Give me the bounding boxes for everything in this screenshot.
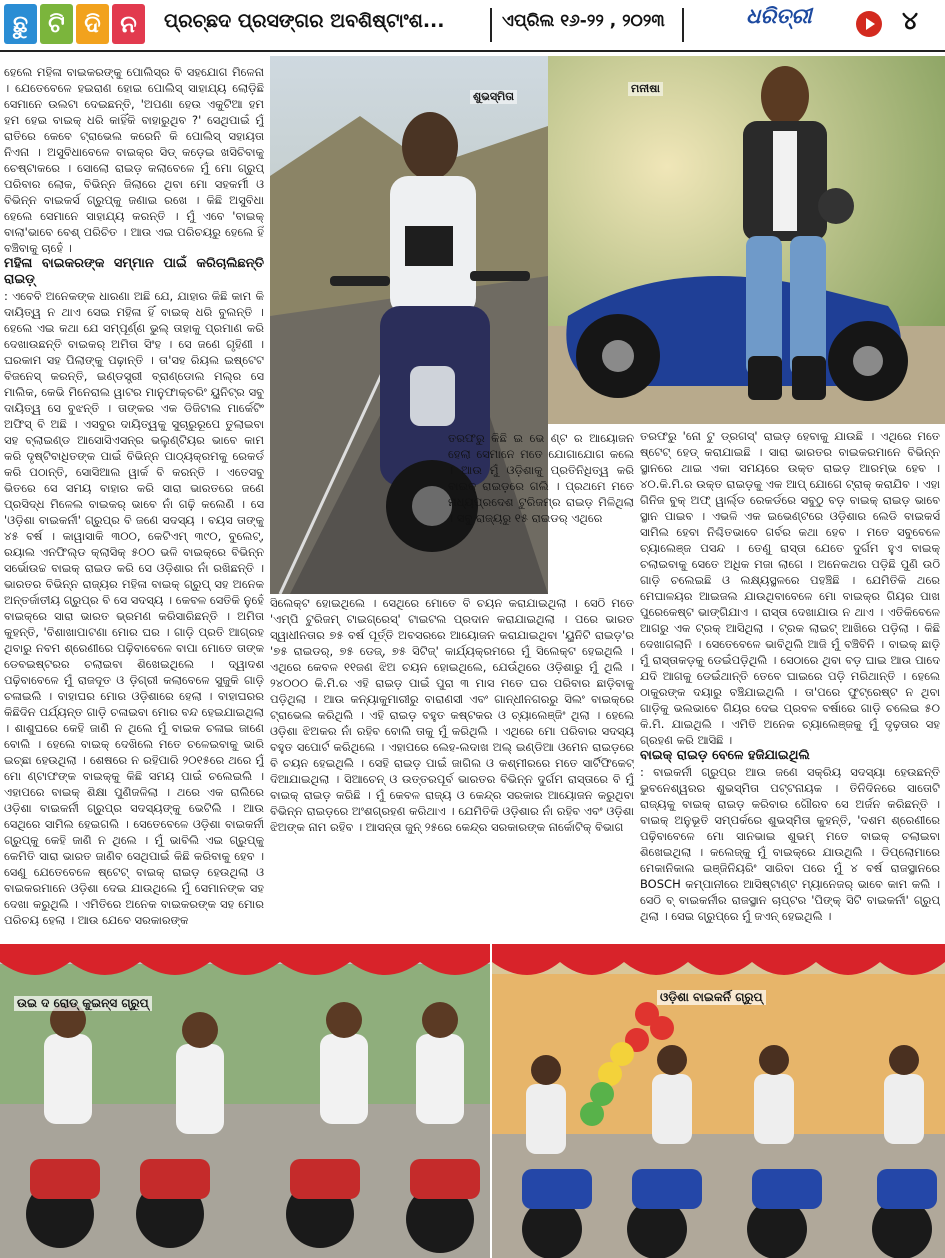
- play-icon: [856, 11, 882, 37]
- article-paragraph: ସିଲେକ୍ଟ ହୋଇଥିଲେ । ସେଥିରେ ମୋତେ ବି ଚୟନ କରାଯାଇଥିଲା । ସେଠି ମତେ 'ଏମ୍ପି ଟୁରିଜମ୍ ଟାଇଗ୍ରେସ୍' ଟାଇଟଲ ପ୍ରଦାନ କରାଯାଇଥିଲା । ପରେ ଭାରତ ସ୍ୱାଧୀନତାର ୭୫ ବର୍ଷ ପୂର୍ତ୍ତି ଅବସରରେ ଆୟୋଜନ କରାଯାଇଥିବା 'ୟୁନିଟି ରାଇଡ଼'ର '୭୫ ରାଇଡର୍, ୭୫ ଡେଜ୍, ୭୫ ସିଟିଜ୍' କାର୍ଯ୍ୟକ୍ରମରେ ମୁଁ ସିଲେକ୍ଟ ହେଇଥିଲି । ଏଥିରେ କେବଳ ୧୧ଜଣ ଝିଅ ଚୟନ ହୋଇଥିଲେ, ଯେଉଁଥିରେ ଓଡ଼ିଶାରୁ ମୁଁ ଥିଲି । ୨୪୦୦୦ କି.ମି.ର ଏହି ରାଇଡ଼ ପାଇଁ ପୁରା ୩ ମାସ ମତେ ଘର ପରିବାର ଛାଡ଼ିବାକୁ ପଡ଼ିଥିଲା । ଆଉ କନ୍ୟାକୁମାରୀରୁ ବାରାଣସୀ ଏବଂ ଗାନ୍ଧୀନଗରରୁ ସିଲଂ ବାଇକ୍ରେ ଟ୍ରାଭେଲ କରିଥିଲି । ଏହି ରାଇଡ଼ ବହୁତ କଷ୍ଟକର ଓ ଚ୍ୟାଲେଞ୍ଜିଂ ଥିଲା । ହେଲେ ଓଡ଼ିଶା ଝିଅକର ନାଁ ରହିବ ବୋଲି ତାକୁ ମୁଁ କରିଥିଲି । ଏଥିରେ ମୋ ପରିବାର ସଦସ୍ୟ ବହୁତ ସପୋର୍ଟ କରିଥିଲେ । ଏହାପରେ ଲେହ-ଲଦାଖ ଅଲ୍ ଇଣ୍ଡିଆ ଓମେନ ରାଇଡ଼ରେ ବି ଚୟନ ହେଇଥିଲି । ସେହି ରାଇଡ଼ ପାଇଁ ଜାଗିଲ ଓ କଶ୍ମୀରରେ ମତେ ସାର୍ଟିଫିକେଟ୍ ଦିଆଯାଇଥିଲା । ସିଆଚେନ୍ ଓ ଉତ୍ତରପୂର୍ବ ଭାରତର ବିଭିନ୍ନ ଦୁର୍ଗମ ରାସ୍ତାରେ ବି ମୁଁ ବାଇକ୍ ରାଇଡ଼ କରିଛି । ମୁଁ କେବଳ ରାଜ୍ୟ ଓ କେନ୍ଦ୍ର ସରକାର ଆୟୋଜନ କରୁଥିବା ବିଭିନ୍ନ ରାଇଡ଼ରେ ଅଂଶଗ୍ରହଣ କରିଥାଏ । ଯେମିତିକି ଓଡ଼ିଶାର ନାଁ ରହିବ ଏବଂ ଓଡ଼ିଶା ଝିଅଙ୍କ ନାମ ରହିବ । ଆସନ୍ତା ଜୁନ୍ ୨୫ରେ କେନ୍ଦ୍ର ସରକାରଙ୍କ ନାର୍କୋଟିକ୍ ବିଭାଗ: [270, 596, 634, 834]
- brand-letter-4: ନ: [112, 4, 145, 44]
- photo-caption: ଉଇ ଦ ରୋଡ୍ କୁଇନ୍ସ ଗ୍ରୁପ୍: [14, 996, 152, 1011]
- section-subhead: ମହିଳା ବାଇକରଙ୍କ ସମ୍ମାନ ପାଇଁ କରିଚାଲିଛନ୍ତି ରାଇଡ଼୍: [4, 256, 264, 287]
- section-brand: [4, 4, 145, 44]
- photo-caption: ଓଡ଼ିଶା ବାଇକର୍ନି ଗ୍ରୁପ୍: [657, 990, 766, 1005]
- article-paragraph: : ବାଇକର୍ନୀ ଗ୍ରୁପ୍ର ଆଉ ଜଣେ ସକ୍ରିୟ ସଦସ୍ୟା ହେଉଛନ୍ତି ଭୁବନେଶ୍ୱରର ଶୁଭସ୍ମିତା ପଟ୍ଟନାୟକ । ତିନିଦିନରେ ସାତୋଟି ରାଜ୍ୟକୁ ବାଇକ୍ ରାଇଡ଼ କରିବାର ଗୌରବ ସେ ଅର୍ଜନ କରିଛନ୍ତି । ବାଇକ୍ ଅନୁଭୂତି ସମ୍ପର୍କରେ ଶୁଭସ୍ମିତା କୁହନ୍ତି, 'ଦଶମ ଶ୍ରେଣୀରେ ପଢ଼ିବାବେଳେ ମୋ ସାନଭାଇ ଶୁଭମ୍ ମତେ ବାଇକ୍ ଚଲାଇବା ଶିଖେଇଥିଲା । କଲେଜ୍କୁ ମୁଁ ବାଇକ୍ରେ ଯାଉଥିଲି । ଡିପ୍ଲୋମାରେ ମେକାନିକାଲ ଇଞ୍ଜିନିୟରିଂ ସାରିବା ପରେ ମୁଁ ୪ ବର୍ଷ ରାଜସ୍ଥାନରେ BOSCH କମ୍ପାନୀରେ ଆସିଷ୍ଟାଣ୍ଟ ମ୍ୟାନେଜର୍ ଭାବେ କାମ କଲି । ସେଠି ବ୍ ବାଇକର୍ନୀର ରାଜସ୍ଥାନ ଚାପ୍ଟର 'ପିଙ୍କ୍ ସିଟି ବାଇକର୍ନୀ' ଗ୍ରୁପ୍ ଥିଲା । ସେଇ ଗ୍ରୁପ୍ରେ ମୁଁ ଜଏନ୍ ହେଇଥିଲି ।: [640, 765, 940, 923]
- photo-we-the-road-queens: [0, 944, 490, 1258]
- page-header: [0, 0, 945, 52]
- photo-caption: ମନୀଷା: [628, 82, 663, 96]
- photo-manisha: [548, 56, 945, 424]
- page-title: ପ୍ରଚ୍ଛଦ ପ୍ରସଙ୍ଗର ଅବଶିଷ୍ଟାଂଶ...: [164, 10, 445, 32]
- page-number: ୪: [902, 6, 919, 35]
- article-paragraph: ତରଫରୁ କିଛି ଇ ଭେ ଣ୍ଟ ର ଆୟୋଜନ ହେଲା ସେମାନେ ମତେ ଯୋଗାଯୋଗ କଲେ । ଆଉ ମୁଁ ଓଡ଼ିଶାକୁ ପ୍ରତିନିଧିତ୍ୱ କରି ବାଇକ୍ ରାଇଡ଼ରେ ଗଲି । ପ୍ରଥମେ ମତେ ମଧ୍ୟପ୍ରଦେଶ ଟୁରିଜମ୍ର ରାଇଡ଼ ମିଳିଥିଲା । ସବୁ ରାଜ୍ୟରୁ ୧୫ ରାଇଡର୍ ଏଥିରେ: [448, 431, 634, 525]
- article-paragraph: ହେଲେ ମହିଳା ବାଇକରଙ୍କୁ ପୋଲିସ୍ର ବି ସହଯୋଗ ମିଳେନା । ଯେତେବେଳେ ହଇରାଣ ହୋଇ ପୋଲିସ୍ ସାହାଯ୍ୟ ଲୋଡ଼ିଛି ସେମାନେ ଉଲଟା ଦେଇଛନ୍ତି, 'ଅପଣା ହେଉ ଏକୁଟିଆ ହମ ହମ ହେଇ ବାଇକ୍ ଧରି କାହିଁକି ବାହାରୁଥିବ ?' ସେଥିପାଇଁ ମୁଁ ରାତିରେ କେବେ ଟ୍ରାଭେଲ କରେନି କି ପୋଲିସ୍ ସହାୟତା ନିଏନା । ଅସୁବିଧାବେଳେ ବାଇକ୍ର ସିଡ୍ କଡ଼େଇ ଖସିଚିବାକୁ ଚେଷ୍ଟାକରେ । ସୋଲୋ ରାଇଡ଼ କଲାବେଳେ ମୁଁ ମୋ ଗ୍ରୁପ୍ ପରିବାର ଲୋକ, ବିଭିନ୍ନ ଜିଲାରେ ଥିବା ମୋ ସହକର୍ମୀ ଓ ବିଭିନ୍ନ ବାଇକର୍ସ ଗ୍ରୁପ୍କୁ ଜଣାଇ ରଖେ । କିଛି ଅସୁବିଧା ହେଲେ ସେମାନେ ସାହାଯ୍ୟ କରନ୍ତି । ମୁଁ ଏବେ 'ବାଇକ୍ ବାଲା'ଭାବେ ବେଶ୍ ପରିଚିତ । ଆଉ ଏଇ ପରିଚୟରୁ ହେଲେ ହିଁ ବଞ୍ଚିବାକୁ ଚାହେଁ ।: [4, 65, 264, 255]
- header-divider: [490, 8, 492, 42]
- article-paragraph: ତରଫରୁ 'ନୋ ଟୁ ଡ୍ରଗସ୍' ରାଇଡ଼ ହେବାକୁ ଯାଉଛି । ଏଥିରେ ମତେ ଷ୍ଟେଟ୍ ହେଡ୍ କରାଯାଇଛି । ସାରା ଭାରତର ବାଇକରମାନେ ବିଭିନ୍ନ ସ୍ଥାନରେ ଥାଇ ଏକା ସମୟରେ ଉକ୍ତ ରାଇଡ଼ ଆରମ୍ଭ ହେବ । ୪୦.କି.ମି.ର ଉକ୍ତ ରାଇଡ଼କୁ ଏକ ଆପ୍ ଯୋଗେ ଟ୍ରାକ୍ କରାଯିବ । ଏହା ଗିନିଜ ବୁକ୍ ଅଫ୍ ୱାର୍ଲ୍ଡ ରେକର୍ଡରେ ସବୁଠୁ ବଡ଼ ବାଇକ୍ ରାଇଡ଼ ଭାବେ ସ୍ଥାନ ପାଇବ । ଏଭଳି ଏକ ଇଭେଣ୍ଟରେ ଓଡ଼ିଶାର ଲେଡି ବାଇକର୍ସ ସାମିଲ ହେବା ନିଶ୍ଚିତଭାବେ ଗର୍ବର କଥା ହେବ । ମତେ ସବୁବେଳେ ଚ୍ୟାଲେଞ୍ଜ ପସନ୍ଦ । ତେଣୁ ରାସ୍ତା ଯେତେ ଦୁର୍ଗମ ହୁଏ ବାଇକ୍ ଚଲାଇବାକୁ ସେତେ ଅଧିକ ମଜା ଲାଗେ । ଅନେକଥର ପଡ଼ିଛି ପୁଣି ଉଠି ଗାଡ଼ି ଚଲେଇଛି ଓ ଲକ୍ଷ୍ୟସ୍ଥଳରେ ପହଞ୍ଚିଛି । ଯେମିତିକି ଥରେ ମେଘାଳୟର ଆଇଜଲ ଯାଉଥିବାବେଳେ ମୋ ବାଇକ୍ର ଗିୟର ପାଖ ପୁରେକେଷ୍ଟ ଭାଙ୍ଗିଯାଏ । ରାସ୍ତା ଦେଖାଯାଉ ନ ଥାଏ । ଏତିକିବେଳେ ଆଗରୁ ଏକ ଟ୍ରକ୍ ଆସିଥିଲା । ଟ୍ରକ ଲାଇଟ୍ ଆଖିରେ ପଡ଼ିଲା । କିଛି ଦେଖାଗଲାନି । ସେତେବେଳେ ଭାବିଥିଲି ଆଜି ମୁଁ ବଞ୍ଚିବିନି । ବାଇକ୍ ଛାଡ଼ି ମୁଁ ରାସ୍ତାକଡ଼କୁ ଡେଇଁପଡ଼ିଥିଲି । ସେଠାରେ ଥିବା ବଡ଼ ଘାଇ ଆଉ ପାଦେ ଯଦି ଆଗକୁ ଡେଇଁଥାନ୍ତି ତେବେ ଘାଇରେ ପଡ଼ି ମରିଥାନ୍ତି । ହେଲେ ଠାକୁରଙ୍କ ଦୟାରୁ ବଞ୍ଚିଯାଇଥିଲି । ତା'ପରେ ଫୁଟ୍ରେଷ୍ଟ ନ ଥିବା ଗାଡ଼ିକୁ ଭଲଭାବେ ଗିୟର ଦେଇ ପ୍ରବଳ ବର୍ଷାରେ ଗାଡ଼ି ଚଲେଇ ୫୦ କି.ମି. ଯାଇଥିଲି । ଏମିତି ଅନେକ ଚ୍ୟାଲେଞ୍ଜକୁ ମୁଁ ଦୃଢ଼ତାର ସହ ଗ୍ରହଣ କରି ଆସିଛି ।: [640, 429, 940, 747]
- photo-caption: ଶୁଭସ୍ମିତା: [470, 90, 517, 104]
- brand-letter-3: ଦି: [76, 4, 109, 44]
- article-column-left: [4, 64, 264, 942]
- issue-date: ଏପ୍ରିଲ ୧୬-୨୨ , ୨୦୨୩: [502, 11, 665, 31]
- brand-letter-1: ଛୁ: [4, 4, 37, 44]
- photo-odisha-bikerni-group: [492, 944, 945, 1258]
- group-photo-left-image: [0, 944, 490, 1258]
- brand-letter-2: ଟି: [40, 4, 73, 44]
- article-paragraph: : ଏବେବି ଅନେକଙ୍କ ଧାରଣା ଅଛି ଯେ, ଯାହାର କିଛି କାମ କି ଦାୟିତ୍ୱ ନ ଥାଏ ସେଇ ମହିଳା ହିଁ ବାଇକ୍ ଧରି ବୁଲନ୍ତି । ହେଲେ ଏଇ କଥା ଯେ ସମ୍ପୂର୍ଣ୍ଣ ଭୁଲ୍ ତାହାକୁ ପ୍ରମାଣ କରି ଦେଖାଉଛନ୍ତି ବାଇକର୍ ଅମିତା ସିଂହ । ସେ ଜଣେ ଗୃହିଣୀ । ଘରକାମ ସହ ପିଲାଙ୍କୁ ପଢ଼ାନ୍ତି । ତା'ସହ ରିୟଲ ଇଷ୍ଟେଟ ବିଜନେସ୍ କରନ୍ତି, ଇଣ୍ଡସ୍ତ୍ରୀ ବ୍ରାଣ୍ଡୋଲ ମଲ୍ର ସେ ମାଲିକ, କେଭି ମିନେରାଲ ୱାଟର ମାନୁଫାକ୍ଚରିଂ ୟୁନିଟ୍ର ସବୁ ଦାୟିତ୍ୱ ସେ ବୁଝନ୍ତି । ତାଙ୍କର ଏକ ଡିଜିଟାଲ ମାର୍କେଟିଂ ଅଫିସ୍ ବି ଅଛି । ଏସବୁର ଦାୟିତ୍ୱକୁ ସୁଚାରୁରୂପେ ତୁଲାଇବା ସହ ବ୍ଲାଇଣ୍ଡ ଆସୋସିଏସନ୍ର ଭଲୁଣ୍ଟିୟର ଭାବେ କାମ କରି ଦୃଷ୍ଟିବାଧିତଙ୍କ ପାଇଁ ବିଭିନ୍ନ ପାଠ୍ୟକ୍ରମକୁ ରେକର୍ଡ କରି ପଠାନ୍ତି, ସୋସିଆଲ ୱାର୍କ ବି କରନ୍ତି । ଏତେସବୁ ଭିତରେ ସେ ସମୟ ବାହାର କରି ସାରା ଭାରତରେ ଜଣେ ପ୍ରସିଦ୍ଧ ମିଳେଲ ବାଇକର୍ ଭାବେ ନାଁ ଗଢ଼ି କଲେଣି । ସେ 'ଓଡ଼ିଶା ବାଇକର୍ନୀ' ଗ୍ରୁପ୍ର ବି ଜଣେ ସଦସ୍ୟ । ବୟସ ତାଙ୍କୁ ୪୫ ବର୍ଷ । କାୱାସାକି ୩୦୦, କେଟିଏମ୍ ୩୯୦, ବୁଲେଟ୍, ରୟାଲ ଏନଫିଲ୍ଡ କ୍ଲାସିକ୍ ୫୦୦ ଭଳି ବାଇକ୍ରେ ବିଭିନ୍ନ ସର୍ଭୋଉଚ୍ଚ ବାଇକ୍ ରାଇଡ କରି ସେ ଓଡ଼ିଶାର ନାଁ ରଖିଛନ୍ତି । ଭାରତର ବିଭିନ୍ନ ରାଜ୍ୟର ମହିଳା ବାଇକ୍ ଗ୍ରୁପ୍ ସହ ଅନେକ ଅନ୍ତର୍ଜାତୀୟ ଗ୍ରୁପ୍ର ବି ସେ ସଦସ୍ୟ । କେବଳ ସେତିକି ନୁହେଁ ବାଇକ୍ରେ ସାରା ଭାରତ ଭ୍ରମଣ କରିସାରିଛନ୍ତି । ଅମିତା କୁହନ୍ତି, 'ବିଶାଖାପାଟଣା ମୋର ଘର । ଗାଡ଼ି ପ୍ରତି ଆଗ୍ରହ ଥିବାରୁ ନବମ ଶ୍ରେଣୀରେ ପଢ଼ିବାବେଳେ ବାପା ମୋତେ ତାଙ୍କ ଡେବଇଷ୍ଟରର ଚଲାଇବା ଶିଖେଇଥିଲେ । ଦ୍ୱାଦଶ ପଢ଼ିବାବେଳେ ମୁଁ ରାଜଦୂତ ଓ ଡ଼ିଗ୍ରୀ କଲାବେଳେ ସୁଜୁକି ଗାଡ଼ି ଚଳାଇଲି । ବାହାଘର ମୋର ଓଡ଼ିଶାରେ ହେଲା । ବାହାଘରର କିଛିଦିନ ପର୍ଯ୍ୟନ୍ତ ଗାଡ଼ି ଚଳାଇବା ମୋର ବନ୍ଦ ହେଇଯାଇଥିଲା । ଶାଶୁଘରେ କେହି ଜାଣି ନ ଥିଲେ ମୁଁ ବାଇକ ଚଳାଇ ଜାଣେ ବୋଲି । ହେଲେ ବାଇକ୍ ଦେଖିଲେ ମତେ ଚଳେଇବାକୁ ଭାରି ଇଚ୍ଛା ହେଉଥିଲା । ଶେଷରେ ନ ରହିପାରି ୨୦୧୫ରେ ଥରେ ମୁଁ ମୋ ଣ୍ଟାଫଙ୍କ ବାଇକ୍କୁ କିଛି ସମୟ ପାଇଁ ଚଲେଇଲି । ଏହାପରେ ବାଇକ୍ ଶିକ୍ଷା ପୁଣିଜଳିଲା । ଥରେ ଏକ ରାଲିରେ ଓଡ଼ିଶା ବାଇକର୍ନୀ ଗ୍ରୁପ୍ର ସଦସ୍ୟଙ୍କୁ ଭେଟିଲି । ଆଉ ସେଥିରେ ସାମିଲ ହେଇଗଲି । ସେତେବେଳେ ଓଡ଼ିଶା ବାଇକର୍ନୀ ଗ୍ରୁପ୍କୁ କେହି ଜାଣି ନ ଥିଲେ । ମୁଁ ଭାବିଲି ଏଇ ଗ୍ରୁପ୍କୁ କେମିତି ସାରା ଭାରତ ଜାଣିବ ସେଥିପାଇଁ କିଛି କରିବାକୁ ହେବ । ସେଣୁ ଯେତେବେଳେ ଷ୍ଟେଟ୍ ବାଇକ୍ ରାଇଡ଼ ହେଉଥିଲା ଓ ବାଇକରମାନେ ଓଡ଼ିଶା ଦେଇ ଯାଉଥିଲେ ମୁଁ ସେମାନଙ୍କ ସହ ଦେଖା କରୁଥିଲି । ଏମିତିରେ ଅନେକ ବାଇକରଙ୍କ ସହ ମୋର ପରିଚୟ ହେଲା । ଆଉ ଯେବେ ସରକାରଙ୍କ: [4, 289, 264, 927]
- photo-manisha-image: [548, 56, 945, 424]
- section-subhead: ବାଇକ୍ ରାଇଡ଼ ବେଳେ ହଜିଯାଇଥିଲି: [640, 748, 810, 763]
- article-column-mid-narrow: [448, 430, 634, 592]
- article-column-mid-wide: [270, 595, 634, 942]
- header-divider: [682, 8, 684, 42]
- publication-logo: ଧରିତ୍ରୀ: [746, 4, 812, 28]
- article-column-right: [640, 428, 940, 962]
